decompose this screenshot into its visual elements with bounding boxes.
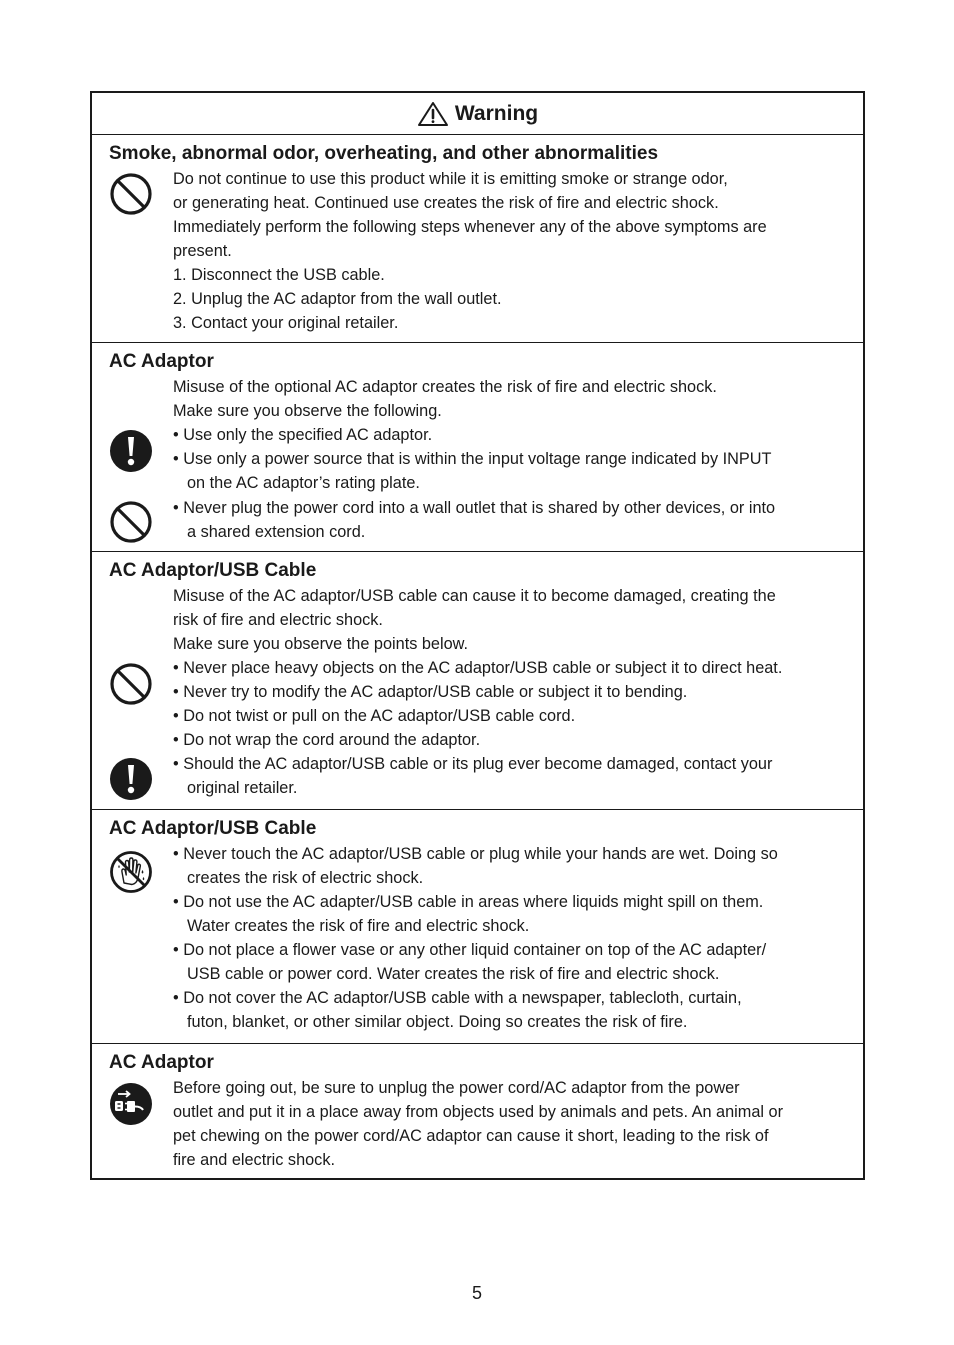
- section-title: AC Adaptor/USB Cable: [109, 560, 317, 581]
- bullet-item: • Never try to modify the AC adaptor/USB cable or subject it to bending.: [173, 683, 688, 701]
- section-line: Immediately perform the following steps whenever any of the above symptoms are: [173, 218, 767, 236]
- section-line: Do not continue to use this product while it is emitting smoke or strange odor,: [173, 170, 728, 188]
- no-wet-hands-icon: [109, 850, 153, 894]
- section-title: AC Adaptor/USB Cable: [109, 818, 317, 839]
- page-number: 5: [471, 1283, 482, 1303]
- bullet-item: • Use only a power source that is within the input voltage range indicated by INPUT: [173, 450, 772, 468]
- section-line: Make sure you observe the points below.: [173, 635, 469, 653]
- bullet-item: • Use only the specified AC adaptor.: [173, 426, 433, 444]
- bullet-continuation: creates the risk of electric shock.: [187, 869, 424, 887]
- warning-box: [90, 91, 865, 1180]
- section-ac-adaptor-usb-cable-wet: [92, 810, 863, 1044]
- section-line: Before going out, be sure to unplug the power cord/AC adaptor from the power: [173, 1079, 740, 1097]
- section-ac-adaptor-usb-cable: [92, 552, 863, 810]
- section-line: 1. Disconnect the USB cable.: [173, 266, 385, 284]
- warning-header: [92, 93, 863, 135]
- warning-title: Warning: [454, 101, 539, 125]
- mandatory-action-icon: [109, 757, 153, 801]
- bullet-item: • Do not use the AC adapter/USB cable in areas where liquids might spill on them.: [173, 893, 764, 911]
- section-line: present.: [173, 242, 232, 260]
- section-line: risk of fire and electric shock.: [173, 611, 383, 629]
- bullet-item: • Do not cover the AC adaptor/USB cable with a newspaper, tablecloth, curtain,: [173, 989, 742, 1007]
- section-line: Misuse of the AC adaptor/USB cable can cause it to become damaged, creating the: [173, 587, 776, 605]
- section-line: 3. Contact your original retailer.: [173, 314, 399, 332]
- section-ac-adaptor-pets: [92, 1044, 863, 1178]
- section-line: 2. Unplug the AC adaptor from the wall outlet.: [173, 290, 502, 308]
- unplug-icon: [109, 1082, 153, 1126]
- section-line: or generating heat. Continued use creates the risk of fire and electric shock.: [173, 194, 719, 212]
- prohibition-icon: [109, 662, 153, 706]
- bullet-continuation: USB cable or power cord. Water creates the risk of fire and electric shock.: [187, 965, 720, 983]
- prohibition-icon: [109, 500, 153, 544]
- bullet-continuation: Water creates the risk of fire and electric shock.: [187, 917, 530, 935]
- bullet-continuation: on the AC adaptor’s rating plate.: [187, 474, 420, 492]
- bullet-item: • Do not twist or pull on the AC adaptor/USB cable cord.: [173, 707, 576, 725]
- bullet-continuation: a shared extension cord.: [187, 523, 366, 541]
- prohibition-icon: [109, 172, 153, 216]
- section-line: outlet and put it in a place away from objects used by animals and pets. An animal or: [173, 1103, 783, 1121]
- bullet-item: • Do not wrap the cord around the adaptor.: [173, 731, 481, 749]
- section-smoke-abnormalities: [92, 135, 863, 343]
- bullet-item: • Do not place a flower vase or any other liquid container on top of the AC adapter/: [173, 941, 767, 959]
- section-title: AC Adaptor: [109, 1052, 214, 1073]
- mandatory-action-icon: [109, 429, 153, 473]
- section-line: Misuse of the optional AC adaptor creates the risk of fire and electric shock.: [173, 378, 717, 396]
- warning-triangle-icon: [417, 101, 449, 127]
- bullet-item: • Never place heavy objects on the AC adaptor/USB cable or subject it to direct heat.: [173, 659, 783, 677]
- bullet-item: • Never touch the AC adaptor/USB cable or plug while your hands are wet. Doing so: [173, 845, 778, 863]
- section-title: AC Adaptor: [109, 351, 214, 372]
- bullet-item: • Should the AC adaptor/USB cable or its plug ever become damaged, contact your: [173, 755, 773, 773]
- bullet-item: • Never plug the power cord into a wall outlet that is shared by other devices, or into: [173, 499, 776, 517]
- section-ac-adaptor: [92, 343, 863, 552]
- section-line: fire and electric shock.: [173, 1151, 335, 1169]
- bullet-continuation: futon, blanket, or other similar object. Doing so creates the risk of fire.: [187, 1013, 688, 1031]
- bullet-continuation: original retailer.: [187, 779, 298, 797]
- section-title: Smoke, abnormal odor, overheating, and other abnormalities: [109, 143, 659, 164]
- section-line: pet chewing on the power cord/AC adaptor can cause it short, leading to the risk of: [173, 1127, 769, 1145]
- section-line: Make sure you observe the following.: [173, 402, 442, 420]
